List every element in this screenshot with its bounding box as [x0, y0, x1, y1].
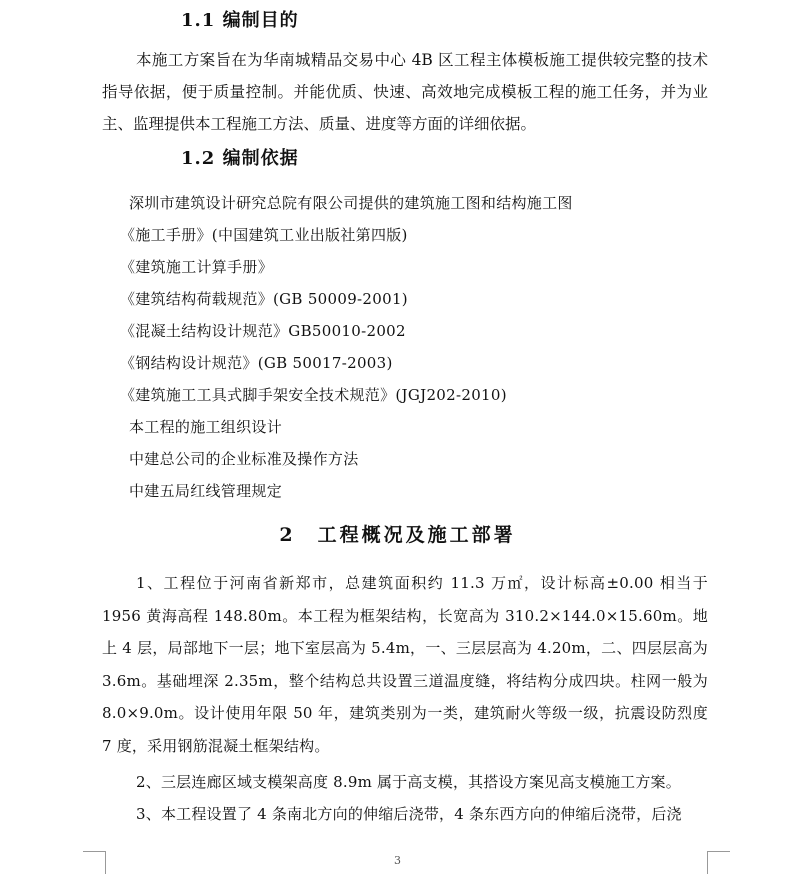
overview-paragraph-3: 3、本工程设置了 4 条南北方向的伸缩后浇带，4 条东西方向的伸缩后浇带，后浇 [136, 805, 682, 823]
section-heading-1-1: 1.1 编制目的 [181, 10, 299, 31]
basis-item: 中建总公司的企业标准及操作方法 [129, 450, 359, 468]
purpose-paragraph: 本施工方案旨在为华南城精品交易中心 4B 区工程主体模板施工提供较完整的技术指导依据，便于质量控制。并能优质、快速、高效地完成模板工程的施工任务，并为业主、监理提供本工程施工方法、质量、进度等方面的详细依据。 [102, 51, 708, 133]
basis-item: 《建筑施工计算手册》 [120, 258, 274, 276]
page-number: 3 [394, 854, 401, 867]
basis-item: 中建五局红线管理规定 [129, 482, 283, 500]
basis-item: 《建筑结构荷载规范》(GB 50009-2001) [120, 290, 408, 308]
section-heading-1-2: 1.2 编制依据 [181, 148, 299, 169]
basis-item: 本工程的施工组织设计 [129, 418, 283, 436]
basis-item: 《混凝土结构设计规范》GB50010-2002 [120, 322, 406, 340]
chapter-heading-2: 2 工程概况及施工部署 [279, 524, 516, 546]
basis-item: 《钢结构设计规范》(GB 50017-2003) [120, 354, 393, 372]
basis-item: 深圳市建筑设计研究总院有限公司提供的建筑施工图和结构施工图 [129, 194, 573, 212]
basis-item: 《施工手册》(中国建筑工业出版社第四版) [120, 226, 408, 244]
basis-item: 《建筑施工工具式脚手架安全技术规范》(JGJ202-2010) [120, 386, 507, 404]
overview-paragraph-1: 1、工程位于河南省新郑市，总建筑面积约 11.3 万㎡，设计标高±0.00 相当于 1956 黄海高程 148.80m。本工程为框架结构，长宽高为 310.2×144.0×15.60m。地上 4 层，局部地下一层；地下室层高为 5.4m，一、三层层高为 4.20m，二、四层层高为 3.6m。基础埋深 2.35m，整个结构总共设置三道温度缝，将结构分成四块。柱网一般为 8.0×9.0m。设计使用年限 50 年，建筑类别为一类，建筑耐火等级一级，抗震设防烈度 7 度，采用钢筋混凝土框架结构。 [102, 574, 708, 755]
overview-paragraph-2: 2、三层连廊区域支模架高度 8.9m 属于高支模，其搭设方案见高支模施工方案。 [136, 773, 681, 791]
